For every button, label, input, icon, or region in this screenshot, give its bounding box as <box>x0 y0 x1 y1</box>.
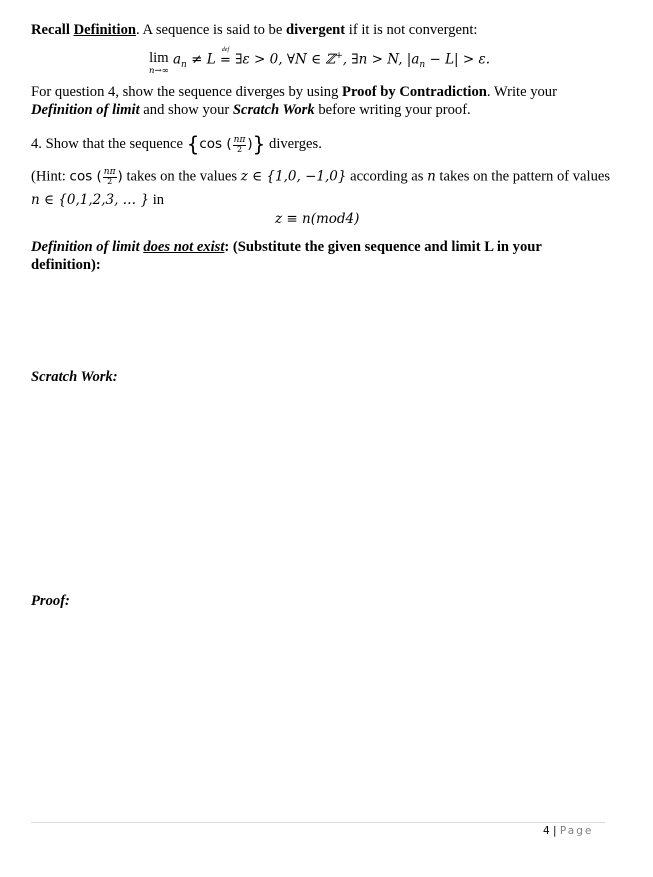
does-not-exist: does not exist <box>143 239 225 255</box>
defined-equal-sign: def = <box>220 46 231 68</box>
dne-definition-of-limit: Definition of limit <box>31 239 140 255</box>
question-lead: 4. Show that the sequence <box>31 136 187 152</box>
definition-word: Definition <box>73 22 136 38</box>
inequality-tail: − L| > ε. <box>425 51 491 68</box>
n-pi-over-2-fraction: $\frac{n\pi}{2}$ <box>233 134 246 154</box>
hint-line-2: n ∈ {0,1,2,3, … } in <box>31 192 165 208</box>
recall-line <box>31 22 477 39</box>
subscript-n: n <box>181 60 187 71</box>
not-equal-L: ≠ L <box>186 51 220 68</box>
recall-text: . A sequence is said to be <box>136 22 286 38</box>
question-tail: diverges. <box>265 136 322 152</box>
dne-line-1: Definition of limit does not exist: (Substitute the given sequence and limit L in your <box>31 239 542 255</box>
recall-label: Recall <box>31 22 70 38</box>
right-brace: } <box>252 132 266 156</box>
page-footer <box>543 825 593 837</box>
instructions-line-1: For question 4, show the sequence diverges by using Proof by Contradiction. Write your <box>31 84 557 100</box>
n-quantifier: , ∃n > N, |a <box>342 51 420 68</box>
dne-line-2: definition): <box>31 257 101 273</box>
congruence-formula: z ≡ n(mod4) <box>275 211 360 227</box>
page-word: Page <box>559 825 594 837</box>
proof-heading: Proof: <box>31 593 70 609</box>
n-value-set: n ∈ {0,1,2,3, … } <box>31 192 150 208</box>
instructions-line-2: Definition of limit and show your Scratch Work before writing your proof. <box>31 102 471 118</box>
scratch-work-term: Scratch Work <box>232 102 315 118</box>
question-4: 4. Show that the sequence {cos ( $\frac{n\pi}{2}$ )} diverges. <box>31 132 322 156</box>
left-brace: { <box>186 132 200 156</box>
footer-separator: | <box>549 825 560 837</box>
limit-definition-formula <box>149 46 491 76</box>
divergent-word: divergent <box>285 22 346 38</box>
sequence-term: a <box>172 51 182 68</box>
subscript-n-2: n <box>419 60 426 71</box>
proof-by-contradiction: Proof by Contradiction <box>342 84 487 100</box>
recall-text-end: if it is not convergent: <box>345 22 478 38</box>
hint-cos: cos <box>69 168 93 185</box>
scratch-work-heading: Scratch Work: <box>31 369 118 385</box>
definition-of-limit-term: Definition of limit <box>31 102 140 118</box>
hint-fraction: $\frac{n\pi}{2}$ <box>103 167 116 186</box>
superscript-plus: + <box>335 51 343 61</box>
epsilon-quantifier: ∃ε > 0, ∀N ∈ ℤ <box>230 51 336 68</box>
n-variable: n <box>427 168 436 185</box>
page-number: 4 <box>543 825 550 837</box>
z-value-set: z ∈ {1,0, −1,0} <box>240 168 347 185</box>
footer-divider <box>31 822 605 823</box>
cos-function: cos <box>199 136 223 152</box>
hint-line-1: (Hint: cos ( $\frac{n\pi}{2}$ ) takes on the values z ∈ {1,0, −1,0} according as n takes on the pattern of values <box>31 167 611 186</box>
lim-operator: lim n→∞ <box>149 50 169 76</box>
